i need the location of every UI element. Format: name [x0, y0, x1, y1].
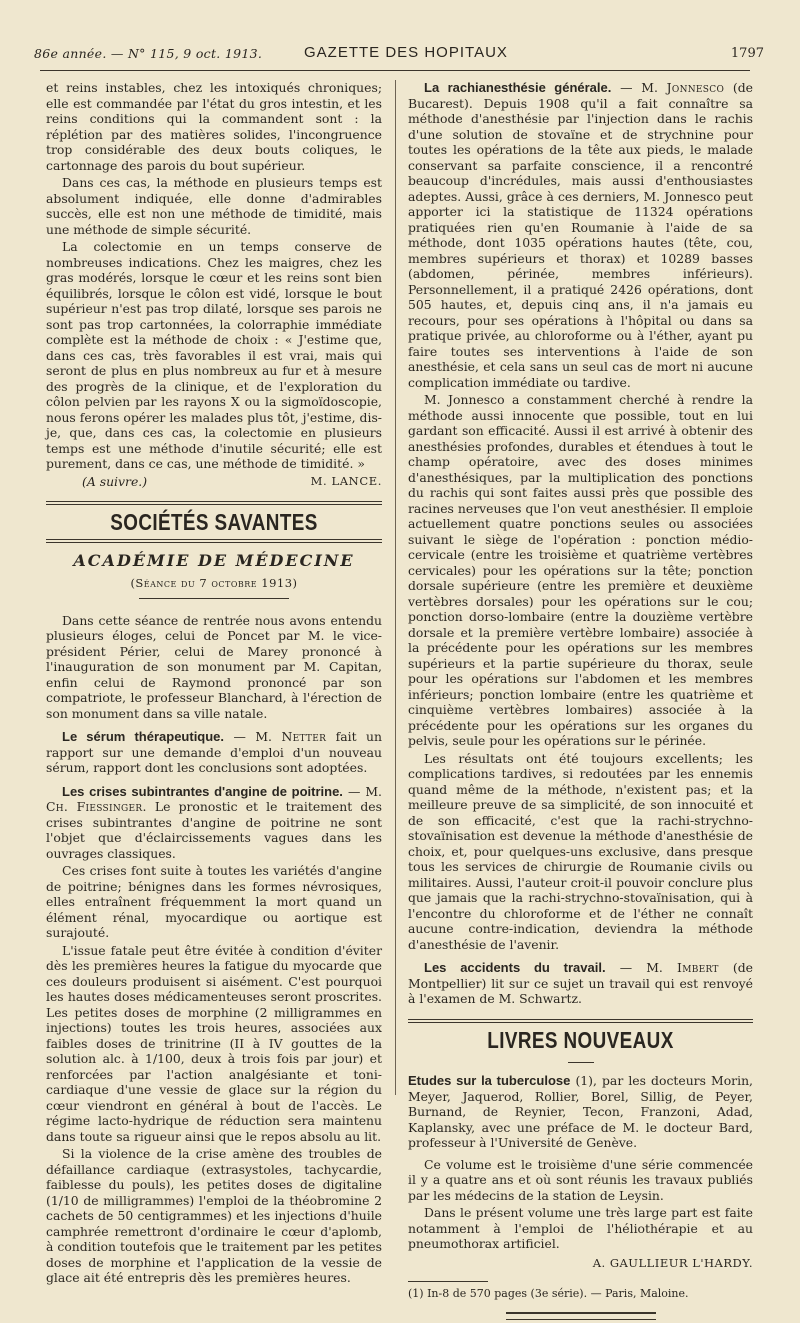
paragraph: M. Jonnesco a constamment cherché à rendre la méthode aussi innocente que possible, tout en lui gardant son efficacité. Aussi il est arrivé à obtenir des anesthésies profondes, durables et étendues à tout le champ opératoire, avec des doses minimes d'anesthésiques, par la multiplication des ponctions du rachis qui sont faites aussi près que possible des racines nerveuses que l'on veut anesthésier. Il emploie actuellement quatre ponctions seules ou associées suivant le siège de l'opération : ponction médio-cervicale (entre les troisième et quatrième vertèbres cervicales) pour les opérations sur la tête; ponction dorsale supérieure (entre les première et deuxième vertèbres dorsales) pour les opérations sur le cou; ponction dorso-lombaire (entre la douzième vertèbre dorsale et la première vertèbre lombaire) associée à la précédente pour les opérations sur les membres supérieurs et la partie supérieure du thorax, seule pour les opérations sur l'abdomen et les membres inférieurs; ponction lombaire (entre les quatrième et cinquième vertèbres lombaires) associée à la précédente pour les opérations sur les organes du pelvis, seule pour les opérations sur le périnée.: [408, 392, 753, 749]
paragraph: Les résultats ont été toujours excellents; les complications tardives, si redoutées par les ennemis quand même de la méthode, n'existent pas; et la meilleure preuve de sa simplicité, de son innocuité et de son efficacité, c'est que la rachi-strychno-stovaïnisation est devenue la méthode d'anesthésie de choix, et, pour quelques-uns exclusive, dans presque tous les services de chirurgie de Roumanie civils ou militaires. Aussi, l'auteur croit-il pouvoir conclure plus que jamais que la rachi-strychno-stovaïnisation, qui à l'encontre du chloroforme et de l'éther ne connaît aucune contre-indication, deviendra la méthode d'anesthésie de l'avenir.: [408, 751, 753, 953]
item-heading: Les accidents du travail.: [424, 960, 606, 975]
column-divider: [395, 80, 396, 1095]
section-societes: [46, 501, 382, 543]
divider: [139, 598, 289, 599]
item-text: Le pronostic et le traitement des crises subintrantes d'angine de poitrine ne sont l'objet que d'éclaircissements vagues dans les ouvrages classiques.: [46, 799, 382, 861]
paragraph: Ces crises font suite à toutes les variétés d'angine de poitrine; bénignes dans les formes névrosiques, elles entraînent fréquemment la mort quand un élément rénal, myocardique ou aortique est surajouté.: [46, 863, 382, 941]
sitting-date: (Séance du 7 octobre 1913): [46, 576, 382, 592]
book-text: (1), par les docteurs Morin, Meyer, Jaquerod, Rollier, Borel, Sillig, de Peyer, Burnand, de Reynier, Tecon, Franzoni, Adad, Kaplansky, avec une préface de M. le docteur Bard, professeur à l'Université de Genève.: [408, 1073, 753, 1150]
item-heading: La rachianesthésie générale.: [424, 80, 611, 95]
section-livres: [408, 1019, 753, 1064]
item-author: Ch. Fiessinger.: [46, 799, 147, 814]
divider: [568, 1062, 594, 1063]
paragraph: Dans ces cas, la méthode en plusieurs temps est absolument indiquée, elle donne d'admirables succès, elle est non une méthode de timidité, mais une méthode de simple sécurité.: [46, 175, 382, 237]
running-head: [34, 44, 764, 68]
paragraph: Ce volume est le troisième d'une série commencée il y a quatre ans et où sont réunis les travaux publiés par les médecins de la station de Leysin.: [408, 1157, 753, 1204]
item-author: Netter: [281, 729, 326, 744]
book-title: Etudes sur la tuberculose: [408, 1073, 570, 1088]
journal-title: GAZETTE DES HOPITAUX: [304, 44, 508, 61]
item-text: (de Montpellier) lit sur ce sujet un travail qui est renvoyé à l'examen de M. Schwartz.: [408, 960, 753, 1006]
header-rule: [40, 70, 750, 71]
left-column: [46, 80, 382, 1288]
item-author: Imbert: [677, 960, 719, 975]
item-heading: Les crises subintrantes d'angine de poitrine.: [62, 784, 343, 799]
footnote-rule: [408, 1281, 488, 1282]
right-column: [408, 80, 753, 1323]
section-title: LIVRES NOUVEAUX: [439, 1023, 722, 1057]
page-number: 1797: [731, 46, 764, 61]
item-text: (de Bucarest). Depuis 1908 qu'il a fait connaître sa méthode d'anesthésie par l'injection dans le rachis d'une solution de stovaïne et de strychnine pour toutes les opérations de la tête aux pieds, le malade conservant sa parfaite conscience, il a rencontré beaucoup d'incrédules, mais aussi d'enthousiastes adeptes. Aussi, grâce à ces derniers, M. Jonnesco peut apporter ici la statistique de 11324 opérations pratiquées rien qu'en Roumanie à l'aide de sa méthode, dont 1035 opérations hautes (tête, cou, membres supérieurs et thorax) et 10289 basses (abdomen, périnée, membres inférieurs). Personnellement, il a pratiqué 2426 opérations, dont 505 hautes, et, depuis cinq ans, il n'a jamais eu recours, pour ses opérations à l'hôpital ou dans sa pratique privée, au chloroforme ou à l'éther, ayant pu faire toutes ses interventions à l'aide de son anesthésie, et cela sans un seul cas de mort ni aucune complication immédiate ou tardive.: [408, 80, 753, 390]
item-rachi: La rachianesthésie générale. — M. Jonnesco (de Bucarest). Depuis 1908 qu'il a fait connaître sa méthode d'anesthésie par l'injection dans le rachis d'une solution de stovaïne et de strychnine pour toutes les opérations de la tête aux pieds, le malade conservant sa parfaite conscience, il a rencontré beaucoup d'incrédules, mais aussi d'enthousiastes adeptes. Aussi, grâce à ces derniers, M. Jonnesco peut apporter ici la statistique de 11324 opérations pratiquées rien qu'en Roumanie à l'aide de sa méthode, dont 1035 opérations hautes (tête, cou, membres supérieurs et thorax) et 10289 basses (abdomen, périnée, membres inférieurs). Personnellement, il a pratiqué 2426 opérations, dont 505 hautes, et, depuis cinq ans, il n'a jamais eu recours, pour ses opérations à l'hôpital ou dans sa pratique privée, au chloroforme ou à l'éther, ayant pu faire toutes ses interventions à l'aide de son anesthésie, et cela sans un seul cas de mort ni aucune complication immédiate ou tardive.: [408, 80, 753, 390]
item-heading: Le sérum thérapeutique.: [62, 729, 224, 744]
paragraph: La colectomie en un temps conserve de nombreuses indications. Chez les maigres, chez les gras modérés, lorsque le cœur et les reins sont bien équilibrés, lorsque le côlon est vidé, lorsque le bout supérieur n'est pas trop dilaté, lorsque ses parois ne sont pas trop cartonnées, la colorraphie immédiate complète est la méthode de choix : « J'estime que, dans ces cas, très favorables il est vrai, mais qui seront de plus en plus nombreux au fur et à mesure des progrès de la clinique, et de l'exploration du côlon pelvien par les rayons X ou la sigmoïdoscopie, nous ferons opérer les malades plus tôt, j'estime, dis-je, que, dans ces cas, la colectomie en plusieurs temps est une méthode d'inutile sécurité; elle est purement, dans ce cas, une méthode de timidité. »: [46, 239, 382, 472]
item-crises: Les crises subintrantes d'angine de poitrine. — M. Ch. Fiessinger. Le pronostic et le traitement des crises subintrantes d'angine de poitrine ne sont l'objet que d'éclaircissements vagues dans les ouvrages classiques.: [46, 784, 382, 862]
section-rule: [46, 539, 382, 543]
review-signature: A. GAULLIEUR L'HARDY.: [408, 1256, 753, 1272]
item-author: Jonnesco: [667, 80, 725, 95]
book-entry: [408, 1073, 753, 1151]
issue-line: 86e année. — N° 115, 9 oct. 1913.: [34, 46, 262, 61]
paragraph: et reins instables, chez les intoxiqués chroniques; elle est commandée par l'état du gros intestin, et les reins conditions qui la commandent sont : la réplétion par des matières solides, l'incongruence trop considérable des deux bouts coliques, le cartonnage des parois du bout supérieur.: [46, 80, 382, 173]
end-ornament: [408, 1308, 753, 1323]
paragraph: Dans le présent volume une très large part est faite notamment à l'emploi de l'héliothérapie et au pneumothorax artificiel.: [408, 1205, 753, 1252]
item-text: fait un rapport sur une demande d'emploi d'un nouveau sérum, rapport dont les conclusions sont adoptées.: [46, 729, 382, 775]
paragraph: Si la violence de la crise amène des troubles de défaillance cardiaque (extrasystoles, tachycardie, faiblesse du pouls), les petites doses de digitaline (1/10 de milligrammes) l'emploi de la théobromine 2 cachets de 50 centigrammes) et les injections d'huile camphrée remettront d'ordinaire le cœur d'aplomb, à condition toutefois que le traitement par les petites doses de morphine et l'application de la vessie de glace ait été entrepris dès les premières heures.: [46, 1146, 382, 1286]
item-accidents: Les accidents du travail. — M. Imbert (de Montpellier) lit sur ce sujet un travail qui est renvoyé à l'examen de M. Schwartz.: [408, 960, 753, 1007]
to-follow-note: (A suivre.): [46, 474, 147, 490]
article-footer: [46, 474, 382, 490]
item-serum: Le sérum thérapeutique. — M. Netter fait un rapport sur une demande d'emploi d'un nouveau sérum, rapport dont les conclusions sont adoptées.: [46, 729, 382, 776]
section-title: SOCIÉTÉS SAVANTES: [76, 505, 352, 539]
paragraph: Dans cette séance de rentrée nous avons entendu plusieurs éloges, celui de Poncet par M. le vice-président Périer, celui de Marey prononcé à l'inauguration de son monument par M. Capitan, enfin celui de Raymond prononcé par son compatriote, le professeur Blanchard, à l'érection de son monument dans sa ville natale.: [46, 613, 382, 722]
academy-heading: ACADÉMIE DE MÉDECINE: [46, 553, 382, 569]
paragraph: L'issue fatale peut être évitée à condition d'éviter dès les premières heures la fatigue du myocarde que ces douleurs produisent si aisément. C'est pourquoi les hautes doses médicamenteuses seront proscrites. Les petites doses de morphine (2 milligrammes en injections) toutes les trois heures, associées aux faibles doses de trinitrine (II à IV gouttes de la solution alc. à 1/100, deux à trois fois par jour) et renforcées par l'action analgésiante et toni-cardiaque d'une vessie de glace sur la région du cœur viendront en général à bout de l'accès. Le régime lacto-hydrique de réduction sera maintenu dans toute sa rigueur ainsi que le repos absolu au lit.: [46, 943, 382, 1145]
footnote: (1) In-8 de 570 pages (3e série). — Paris, Maloine.: [408, 1286, 753, 1302]
author-signature: M. LANCE.: [311, 474, 382, 490]
